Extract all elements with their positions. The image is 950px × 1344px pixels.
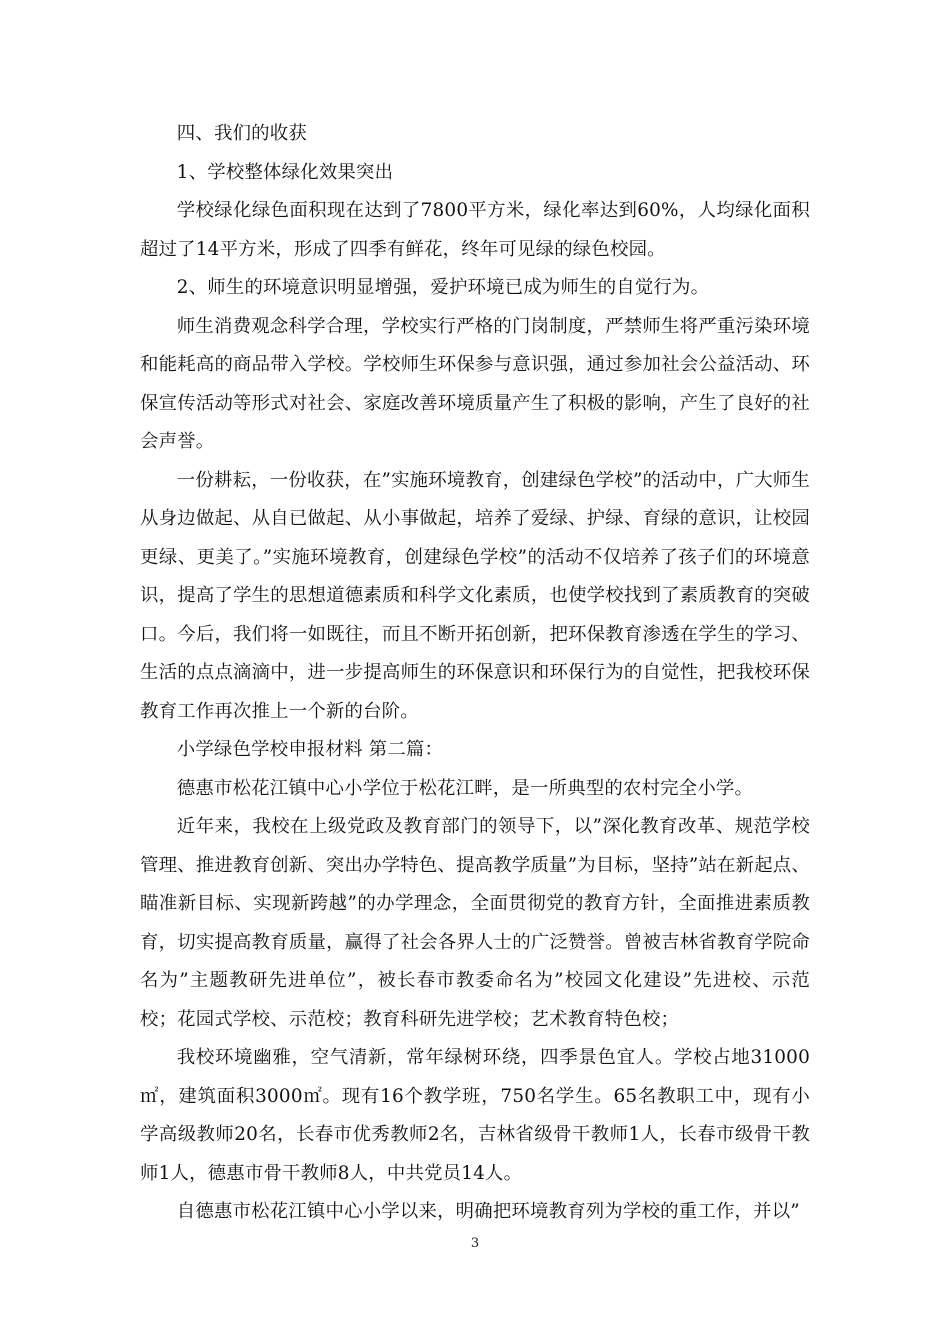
paragraph-school-location: 德惠市松花江镇中心小学位于松花江畔，是一所典型的农村完全小学。 [176, 777, 754, 799]
paragraph-harvest-summary: 一份耕耘，一份收获，在”实施环境教育，创建绿色学校”的活动中，广大师生从身边做起、从自已做起、从小事做起，培养了爱绿、护绿、育绿的意识，让校园更绿、更美了。”实施环境教育，创建绿色学校”的活动不仅培养了孩子们的环境意识，提高了学生的思想道德素质和科学文化素质，也使学校找到了素质教育的突破口。今后，我们将一如既往，而且不断开拓创新，把环保教育渗透在学生的学习、生活的点点滴滴中，进一步提高师生的环保意识和环保行为的自觉性，把我校环保教育工作再次推上一个新的台阶。 [140, 469, 810, 722]
subheading-environmental-awareness: 2、师生的环境意识明显增强，爱护环境已成为师生的自觉行为。 [176, 277, 710, 298]
document-body [140, 115, 810, 1232]
section-heading-harvest: 四、我们的收获 [176, 123, 307, 144]
subheading-greening-effect: 1、学校整体绿化效果突出 [176, 161, 394, 183]
subheading-second-article: 小学绿色学校申报材料 第二篇： [176, 739, 444, 760]
paragraph-greening-area: 学校绿化绿色面积现在达到了7800平方米，绿化率达到60%，人均绿化面积超过了14平方米，形成了四季有鲜花，终年可见绿的绿色校园。 [140, 200, 810, 260]
page-number: 3 [470, 1236, 480, 1251]
paragraph-school-environment: 我校环境幽雅，空气清新，常年绿树环绕，四季景色宜人。学校占地31000㎡，建筑面积3000㎡。现有16个教学班，750名学生。65名教职工中，现有小学高级教师20名，长春市优秀教师2名，吉林省级骨干教师1人，长春市级骨干教师1人，德惠市骨干教师8人，中共党员14人。 [140, 1047, 810, 1184]
paragraph-environmental-education: 自德惠市松花江镇中心小学以来，明确把环境教育列为学校的重工作，并以” [176, 1201, 800, 1222]
paragraph-recent-years: 近年来，我校在上级党政及教育部门的领导下，以”深化教育改革、规范学校管理、推进教育创新、突出办学特色、提高教学质量”为目标，坚持”站在新起点、瞄准新目标、实现新跨越”的办学理念，全面贯彻党的教育方针，全面推进素质教育，切实提高教育质量，赢得了社会各界人士的广泛赞誉。曾被吉林省教育学院命名为”主题教研先进单位”，被长春市教委命名为”校园文化建设”先进校、示范校；花园式学校、示范校；教育科研先进学校；艺术教育特色校； [140, 816, 810, 1030]
paragraph-consumption-concept: 师生消费观念科学合理，学校实行严格的门岗制度，严禁师生将严重污染环境和能耗高的商品带入学校。学校师生环保参与意识强，通过参加社会公益活动、环保宣传活动等形式对社会、家庭改善环境质量产生了积极的影响，产生了良好的社会声誉。 [140, 315, 810, 452]
